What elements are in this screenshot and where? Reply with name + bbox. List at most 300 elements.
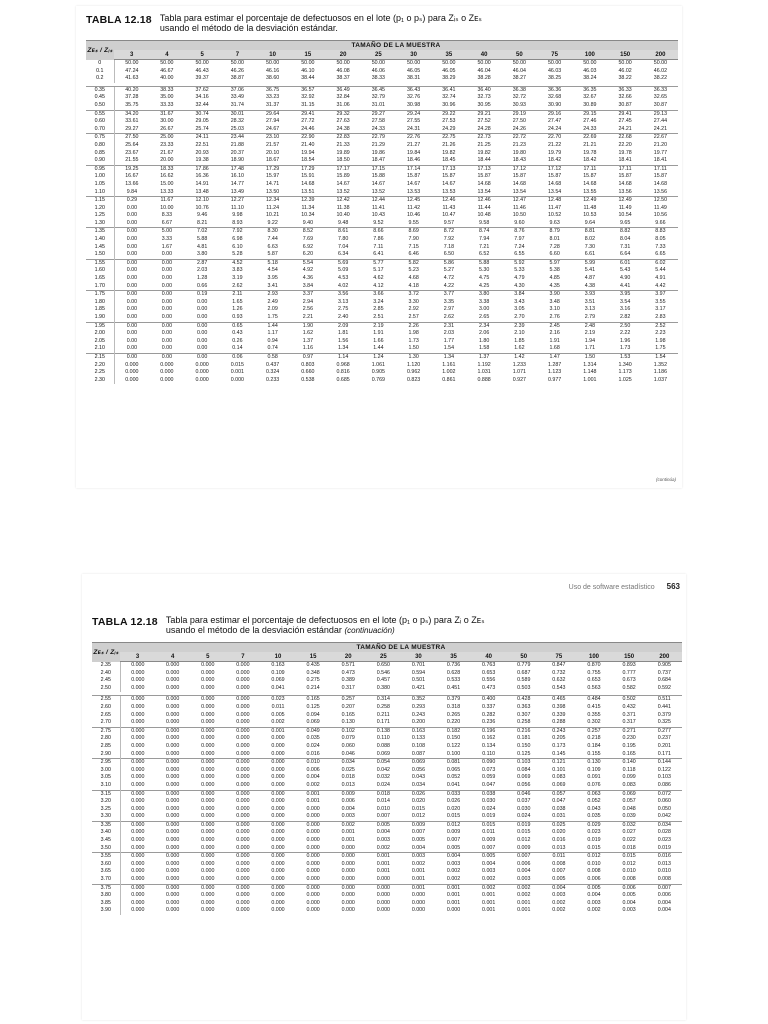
percent-cell: 13.52 — [336, 188, 350, 195]
percent-cell: 27.52 — [477, 118, 491, 125]
percent-cell: 19.79 — [547, 149, 562, 156]
percent-cell: 11.24 — [266, 204, 280, 211]
percent-cell: 50.00 — [653, 60, 668, 66]
percent-cell: 0.004 — [482, 860, 496, 867]
percent-cell: 20.00 — [160, 157, 174, 164]
percent-cell: 19.82 — [442, 149, 456, 156]
percent-cell: 32.66 — [618, 94, 632, 101]
z-value-cell: 0.50 — [94, 101, 105, 108]
table-title — [166, 616, 485, 635]
percent-cell: 0.032 — [376, 774, 390, 781]
percent-cell: 0.042 — [657, 813, 671, 820]
percent-cell: 0.348 — [306, 669, 320, 676]
percent-cell: 0.00 — [161, 337, 173, 344]
percent-cell: 0.000 — [446, 907, 461, 914]
percent-cell: 0.006 — [612, 884, 647, 892]
percent-cell: 17.12 — [502, 165, 537, 173]
percent-cell: 14.68 — [512, 180, 526, 187]
percent-cell: 0.653 — [587, 677, 601, 684]
percent-cell: 0.00 — [114, 322, 149, 330]
percent-cell: 13.54 — [477, 188, 491, 195]
percent-cell: 0.005 — [471, 853, 506, 861]
percent-cell: 2.23 — [655, 330, 666, 337]
percent-cell: 0.000 — [166, 677, 180, 684]
z-value-cell: 0.55 — [86, 110, 114, 118]
percent-cell: 15.88 — [371, 173, 385, 180]
percent-cell: 0.018 — [366, 790, 401, 798]
percent-cell: 4.75 — [478, 275, 490, 282]
percent-cell: 5.27 — [443, 267, 455, 274]
percent-cell: 1.42 — [502, 353, 537, 361]
percent-cell: 0.000 — [306, 805, 320, 812]
percent-cell: 0.211 — [376, 711, 390, 718]
percent-cell: 0.000 — [201, 798, 215, 805]
percent-cell: 0.004 — [411, 844, 426, 851]
percent-cell: 2.48 — [572, 322, 607, 330]
percent-cell: 50.00 — [583, 60, 597, 66]
percent-cell: 29.13 — [643, 110, 678, 118]
percent-cell: 3.37 — [290, 291, 325, 299]
percent-cell: 7.86 — [373, 236, 384, 243]
percent-cell: 29.27 — [361, 110, 396, 118]
percent-cell: 0.000 — [120, 782, 155, 790]
z-value-cell: 2.15 — [86, 353, 114, 361]
percent-cell: 0.000 — [166, 829, 180, 836]
percent-cell: 0.000 — [166, 669, 180, 676]
percent-cell: 0.023 — [260, 696, 295, 704]
percent-cell: 32.74 — [442, 94, 456, 101]
percent-cell: 0.004 — [517, 868, 531, 875]
percent-cell: 12.50 — [643, 197, 678, 205]
z-column-header: Zᴇₛ / Zᵢₛ — [92, 643, 120, 662]
percent-cell: 30.87 — [618, 101, 632, 108]
percent-cell: 21.40 — [301, 141, 315, 148]
percent-cell: 0.001 — [482, 892, 496, 899]
percent-cell: 2.65 — [478, 314, 490, 320]
percent-cell: 2.56 — [302, 306, 314, 313]
percent-cell: 0.004 — [657, 907, 671, 914]
percent-cell: 2.75 — [337, 306, 349, 313]
z-column-header: Zᴇₛ / Zᵢₛ — [86, 41, 114, 60]
percent-cell: 0.023 — [657, 837, 671, 844]
percent-cell: 0.00 — [114, 236, 149, 244]
percent-cell: 0.002 — [517, 892, 531, 899]
percent-cell: 0.441 — [657, 703, 671, 710]
percent-cell: 0.110 — [376, 735, 390, 742]
percent-cell: 27.46 — [583, 118, 597, 125]
percent-cell: 7.33 — [655, 243, 666, 250]
percent-cell: 0.008 — [622, 876, 636, 883]
percent-cell: 0.363 — [517, 703, 531, 710]
percent-cell: 18.67 — [265, 157, 280, 164]
percent-cell: 0.816 — [336, 369, 350, 376]
percent-cell: 0.042 — [376, 766, 390, 773]
percent-cell: 0.563 — [587, 684, 601, 691]
table-row — [86, 205, 678, 213]
percent-cell: 0.000 — [201, 837, 215, 844]
percent-cell: 5.38 — [549, 267, 560, 274]
percent-cell: 1.233 — [512, 361, 526, 368]
percent-cell: 5.97 — [537, 259, 572, 267]
table-row — [92, 751, 682, 759]
percent-cell: 46.06 — [371, 67, 385, 74]
percent-cell: 22.73 — [467, 134, 502, 142]
percent-cell: 17.14 — [396, 165, 431, 173]
table-title-line2 — [166, 626, 485, 636]
table-row — [92, 712, 682, 720]
percent-cell: 0.847 — [552, 662, 566, 668]
percent-cell: 0.556 — [482, 677, 496, 684]
percent-cell: 0.000 — [341, 876, 355, 883]
percent-cell: 7.80 — [337, 236, 349, 243]
percent-cell: 0.000 — [155, 884, 190, 892]
sample-size-header: 25 — [361, 50, 396, 60]
percent-cell: 36.33 — [643, 86, 678, 94]
percent-cell: 0.421 — [411, 684, 426, 691]
sample-size-header: 100 — [576, 652, 611, 662]
percent-cell: 1.287 — [547, 361, 562, 368]
percent-cell: 28.32 — [230, 118, 244, 125]
percent-cell: 0.100 — [446, 750, 461, 757]
percent-cell: 0.00 — [196, 345, 208, 352]
percent-cell: 0.003 — [376, 837, 390, 844]
percent-cell: 0.398 — [552, 703, 566, 710]
percent-cell: 3.33 — [161, 236, 173, 243]
z-value-cell: 0.2 — [96, 75, 104, 82]
percent-cell: 0.00 — [161, 306, 173, 313]
percent-cell: 5.69 — [326, 259, 361, 267]
percent-cell: 0.005 — [446, 844, 461, 851]
percent-cell: 0.054 — [366, 759, 401, 767]
percent-cell: 0.000 — [271, 829, 285, 836]
percent-cell: 0.00 — [185, 353, 220, 361]
percent-cell: 0.000 — [201, 907, 215, 914]
percent-cell: 6.61 — [584, 251, 596, 258]
percent-cell: 33.49 — [230, 94, 244, 101]
table-row — [86, 362, 678, 370]
percent-cell: 0.047 — [482, 781, 496, 788]
percent-cell: 0.000 — [120, 670, 155, 678]
percent-cell: 23.67 — [114, 150, 149, 158]
percent-cell: 1.037 — [653, 376, 668, 383]
percent-cell: 18.44 — [477, 157, 491, 164]
percent-cell: 13.66 — [114, 181, 149, 189]
percent-cell: 0.000 — [225, 790, 260, 798]
percent-cell: 21.88 — [230, 141, 244, 148]
percent-cell: 0.002 — [587, 907, 601, 914]
percent-cell: 15.87 — [547, 173, 562, 180]
percent-cell: 9.65 — [619, 219, 631, 226]
percent-cell: 0.000 — [271, 837, 285, 844]
percent-cell: 0.000 — [236, 719, 250, 726]
percent-cell: 0.000 — [376, 899, 390, 906]
z-value-cell: 0.35 — [86, 86, 114, 94]
percent-cell: 0.000 — [260, 884, 295, 892]
percent-cell: 0.041 — [271, 684, 285, 691]
percent-cell: 0.00 — [161, 275, 173, 282]
percent-cell: 0.022 — [622, 837, 636, 844]
table-row — [92, 727, 682, 735]
percent-cell: 0.001 — [436, 884, 471, 892]
z-value-cell: 3.15 — [92, 790, 120, 798]
percent-cell: 0.002 — [482, 876, 496, 883]
percent-cell: 0.823 — [406, 376, 421, 383]
percent-cell: 18.50 — [336, 157, 350, 164]
percent-cell: 13.48 — [195, 188, 209, 195]
table-row — [92, 837, 682, 845]
percent-cell: 29.64 — [255, 110, 290, 118]
percent-cell: 0.030 — [517, 805, 531, 812]
table-row — [92, 892, 682, 900]
percent-cell: 30.98 — [406, 101, 421, 108]
percent-cell: 0.035 — [587, 813, 601, 820]
percent-cell: 1.47 — [537, 353, 572, 361]
percent-cell: 2.31 — [431, 322, 466, 330]
percent-cell: 0.000 — [296, 821, 331, 829]
percent-cell: 0.379 — [657, 711, 671, 718]
percent-cell: 38.31 — [406, 75, 421, 82]
percent-cell: 0.001 — [230, 369, 244, 376]
z-value-cell: 1.05 — [94, 180, 105, 187]
percent-cell: 10.54 — [618, 212, 632, 219]
percent-cell: 34.20 — [114, 110, 149, 118]
percent-cell: 0.00 — [185, 322, 220, 330]
z-value-cell: 3.05 — [100, 774, 111, 781]
percent-cell: 1.173 — [618, 369, 632, 376]
percent-cell: 1.30 — [396, 353, 431, 361]
percent-cell: 0.165 — [296, 696, 331, 704]
percent-cell: 46.05 — [442, 67, 456, 74]
z-value-cell: 3.45 — [100, 837, 111, 844]
percent-cell: 0.000 — [166, 662, 180, 668]
percent-cell: 0.049 — [296, 727, 331, 735]
percent-cell: 5.77 — [361, 259, 396, 267]
percent-cell: 21.67 — [160, 149, 174, 156]
percent-cell: 0.015 — [411, 805, 426, 812]
percent-cell: 0.277 — [647, 727, 682, 735]
percent-cell: 0.081 — [436, 759, 471, 767]
percent-cell: 0.58 — [255, 353, 290, 361]
percent-cell: 0.001 — [446, 892, 461, 899]
z-value-cell: 1.95 — [86, 322, 114, 330]
percent-cell: 7.18 — [443, 243, 455, 250]
percent-cell: 0.000 — [120, 743, 155, 751]
percent-cell: 50.00 — [512, 60, 526, 66]
percent-cell: 14.68 — [547, 180, 562, 187]
percent-cell: 0.125 — [306, 703, 320, 710]
percent-cell: 2.70 — [514, 314, 525, 320]
percent-cell: 3.35 — [443, 298, 455, 305]
percent-cell: 0.011 — [541, 853, 576, 861]
percent-cell: 15.87 — [583, 173, 597, 180]
percent-cell: 0.000 — [155, 759, 190, 767]
percent-cell: 20.37 — [230, 149, 244, 156]
percent-cell: 0.000 — [114, 377, 149, 385]
z-value-cell: 1.20 — [94, 204, 105, 211]
percent-cell: 13.56 — [618, 188, 632, 195]
percent-cell: 13.50 — [265, 188, 280, 195]
percent-cell: 9.64 — [584, 219, 596, 226]
percent-cell: 8.02 — [584, 236, 596, 243]
percent-cell: 8.21 — [196, 219, 208, 226]
percent-cell: 22.76 — [396, 134, 431, 142]
z-value-cell: 2.40 — [100, 669, 111, 676]
percent-cell: 0.000 — [120, 719, 155, 727]
percent-cell: 0.000 — [271, 798, 285, 805]
percent-cell: 0.543 — [552, 684, 566, 691]
percent-cell: 0.000 — [201, 892, 215, 899]
percent-cell: 9.57 — [443, 219, 455, 226]
percent-cell: 0.000 — [296, 884, 331, 892]
percent-cell: 0.00 — [114, 220, 149, 228]
percent-cell: 0.171 — [657, 750, 671, 757]
percent-cell: 0.379 — [436, 696, 471, 704]
percent-cell: 22.83 — [326, 134, 361, 142]
running-head-text: Uso de software estadístico — [568, 584, 655, 591]
percent-cell: 0.000 — [120, 868, 155, 876]
percent-cell: 0.025 — [541, 821, 576, 829]
z-value-cell: 1.50 — [94, 251, 105, 258]
percent-cell: 24.46 — [301, 125, 315, 132]
percent-cell: 15.87 — [618, 173, 632, 180]
percent-cell: 3.84 — [502, 291, 537, 299]
percent-cell: 2.39 — [502, 322, 537, 330]
percent-cell: 0.00 — [161, 345, 173, 352]
percent-cell: 27.50 — [512, 118, 526, 125]
percent-cell: 29.22 — [431, 110, 466, 118]
sample-size-header: 10 — [260, 652, 295, 662]
percent-cell: 22.51 — [195, 141, 209, 148]
percent-cell: 0.000 — [306, 813, 320, 820]
sample-size-header: 50 — [506, 652, 541, 662]
percent-cell: 0.000 — [166, 774, 180, 781]
percent-cell: 0.012 — [411, 813, 426, 820]
percent-cell: 39.37 — [195, 75, 209, 82]
percent-cell: 0.020 — [446, 805, 461, 812]
percent-cell: 7.31 — [619, 243, 631, 250]
percent-cell: 1.85 — [514, 337, 525, 344]
percent-cell: 11.48 — [583, 204, 597, 211]
percent-cell: 38.29 — [442, 75, 456, 82]
percent-cell: 10.50 — [512, 212, 526, 219]
percent-cell: 0.007 — [376, 813, 390, 820]
percent-cell: 1.65 — [232, 298, 243, 305]
percent-cell: 38.22 — [653, 75, 668, 82]
percent-cell: 5.17 — [373, 267, 384, 274]
percent-cell: 0.465 — [541, 696, 576, 704]
percent-cell: 0.000 — [195, 376, 209, 383]
percent-cell: 0.069 — [552, 781, 566, 788]
percent-cell: 0.000 — [260, 821, 295, 829]
percent-cell: 5.18 — [255, 259, 290, 267]
percent-cell: 8.30 — [255, 228, 290, 236]
percent-cell: 0.004 — [587, 892, 601, 899]
sample-size-header: 40 — [467, 50, 502, 60]
z-value-cell: 2.30 — [94, 376, 105, 383]
percent-cell: 14.91 — [195, 180, 209, 187]
percent-cell: 0.155 — [587, 750, 601, 757]
sample-size-header: 15 — [290, 50, 325, 60]
percent-cell: 22.67 — [643, 134, 678, 142]
percent-cell: 36.35 — [572, 86, 607, 94]
percent-cell: 5.00 — [149, 228, 184, 236]
percent-cell: 0.000 — [376, 907, 390, 914]
percent-cell: 0.000 — [236, 907, 250, 914]
percent-cell: 0.004 — [306, 774, 320, 781]
percent-cell: 35.00 — [160, 94, 174, 101]
percent-cell: 0.086 — [657, 781, 671, 788]
percent-cell: 0.057 — [541, 790, 576, 798]
percent-cell: 0.118 — [622, 766, 636, 773]
percent-cell: 0.214 — [306, 684, 320, 691]
percent-cell: 0.001 — [482, 899, 496, 906]
percent-cell: 0.000 — [306, 860, 320, 867]
table-row — [86, 314, 678, 322]
percent-cell: 0.090 — [471, 759, 506, 767]
percent-cell: 0.000 — [271, 813, 285, 820]
percent-cell: 10.47 — [442, 212, 456, 219]
percent-cell: 0.000 — [236, 805, 250, 812]
percent-cell: 4.12 — [373, 282, 384, 289]
percent-cell: 0.257 — [576, 727, 611, 735]
z-value-cell: 2.80 — [100, 735, 111, 742]
percent-cell: 11.34 — [301, 204, 315, 211]
percent-cell: 0.000 — [120, 767, 155, 775]
percent-cell: 0.000 — [376, 876, 390, 883]
z-value-cell: 0.45 — [94, 94, 105, 101]
percent-cell: 0.001 — [411, 868, 426, 875]
percent-cell: 0.181 — [517, 735, 531, 742]
table-row — [92, 853, 682, 861]
percent-cell: 0.00 — [196, 306, 208, 313]
percent-cell: 46.02 — [653, 67, 668, 74]
percent-cell: 1.81 — [337, 330, 349, 337]
percent-cell: 0.138 — [366, 727, 401, 735]
percent-cell: 2.62 — [443, 314, 455, 320]
table-row — [92, 845, 682, 853]
table-row — [92, 884, 682, 892]
percent-cell: 0.258 — [517, 719, 531, 726]
percent-cell: 50.00 — [442, 60, 456, 66]
percent-cell: 0.00 — [161, 314, 173, 320]
percent-cell: 0.00 — [149, 322, 184, 330]
percent-cell: 1.67 — [161, 243, 173, 250]
z-value-cell: 1.65 — [94, 275, 105, 282]
percent-cell: 0.000 — [201, 750, 215, 757]
percent-cell: 2.03 — [443, 330, 455, 337]
percent-cell: 0.451 — [446, 684, 461, 691]
percent-cell: 19.78 — [583, 149, 597, 156]
percent-cell: 30.90 — [547, 101, 562, 108]
percent-cell: 8.76 — [502, 228, 537, 236]
table-row — [92, 806, 682, 814]
percent-cell: 0.000 — [166, 684, 180, 691]
percent-cell: 0.099 — [622, 774, 636, 781]
percent-cell: 30.74 — [185, 110, 220, 118]
table-row — [92, 813, 682, 821]
percent-cell: 14.68 — [301, 180, 315, 187]
table-row — [92, 876, 682, 884]
percent-cell: 0.000 — [376, 892, 390, 899]
percent-cell: 0.000 — [271, 781, 285, 788]
table-row — [92, 821, 682, 829]
percent-cell: 0.002 — [446, 868, 461, 875]
percent-cell: 12.10 — [185, 197, 220, 205]
percent-cell: 14.77 — [230, 180, 244, 187]
table-row — [86, 251, 678, 259]
percent-cell: 3.72 — [396, 291, 431, 299]
percent-cell: 20.10 — [265, 149, 280, 156]
